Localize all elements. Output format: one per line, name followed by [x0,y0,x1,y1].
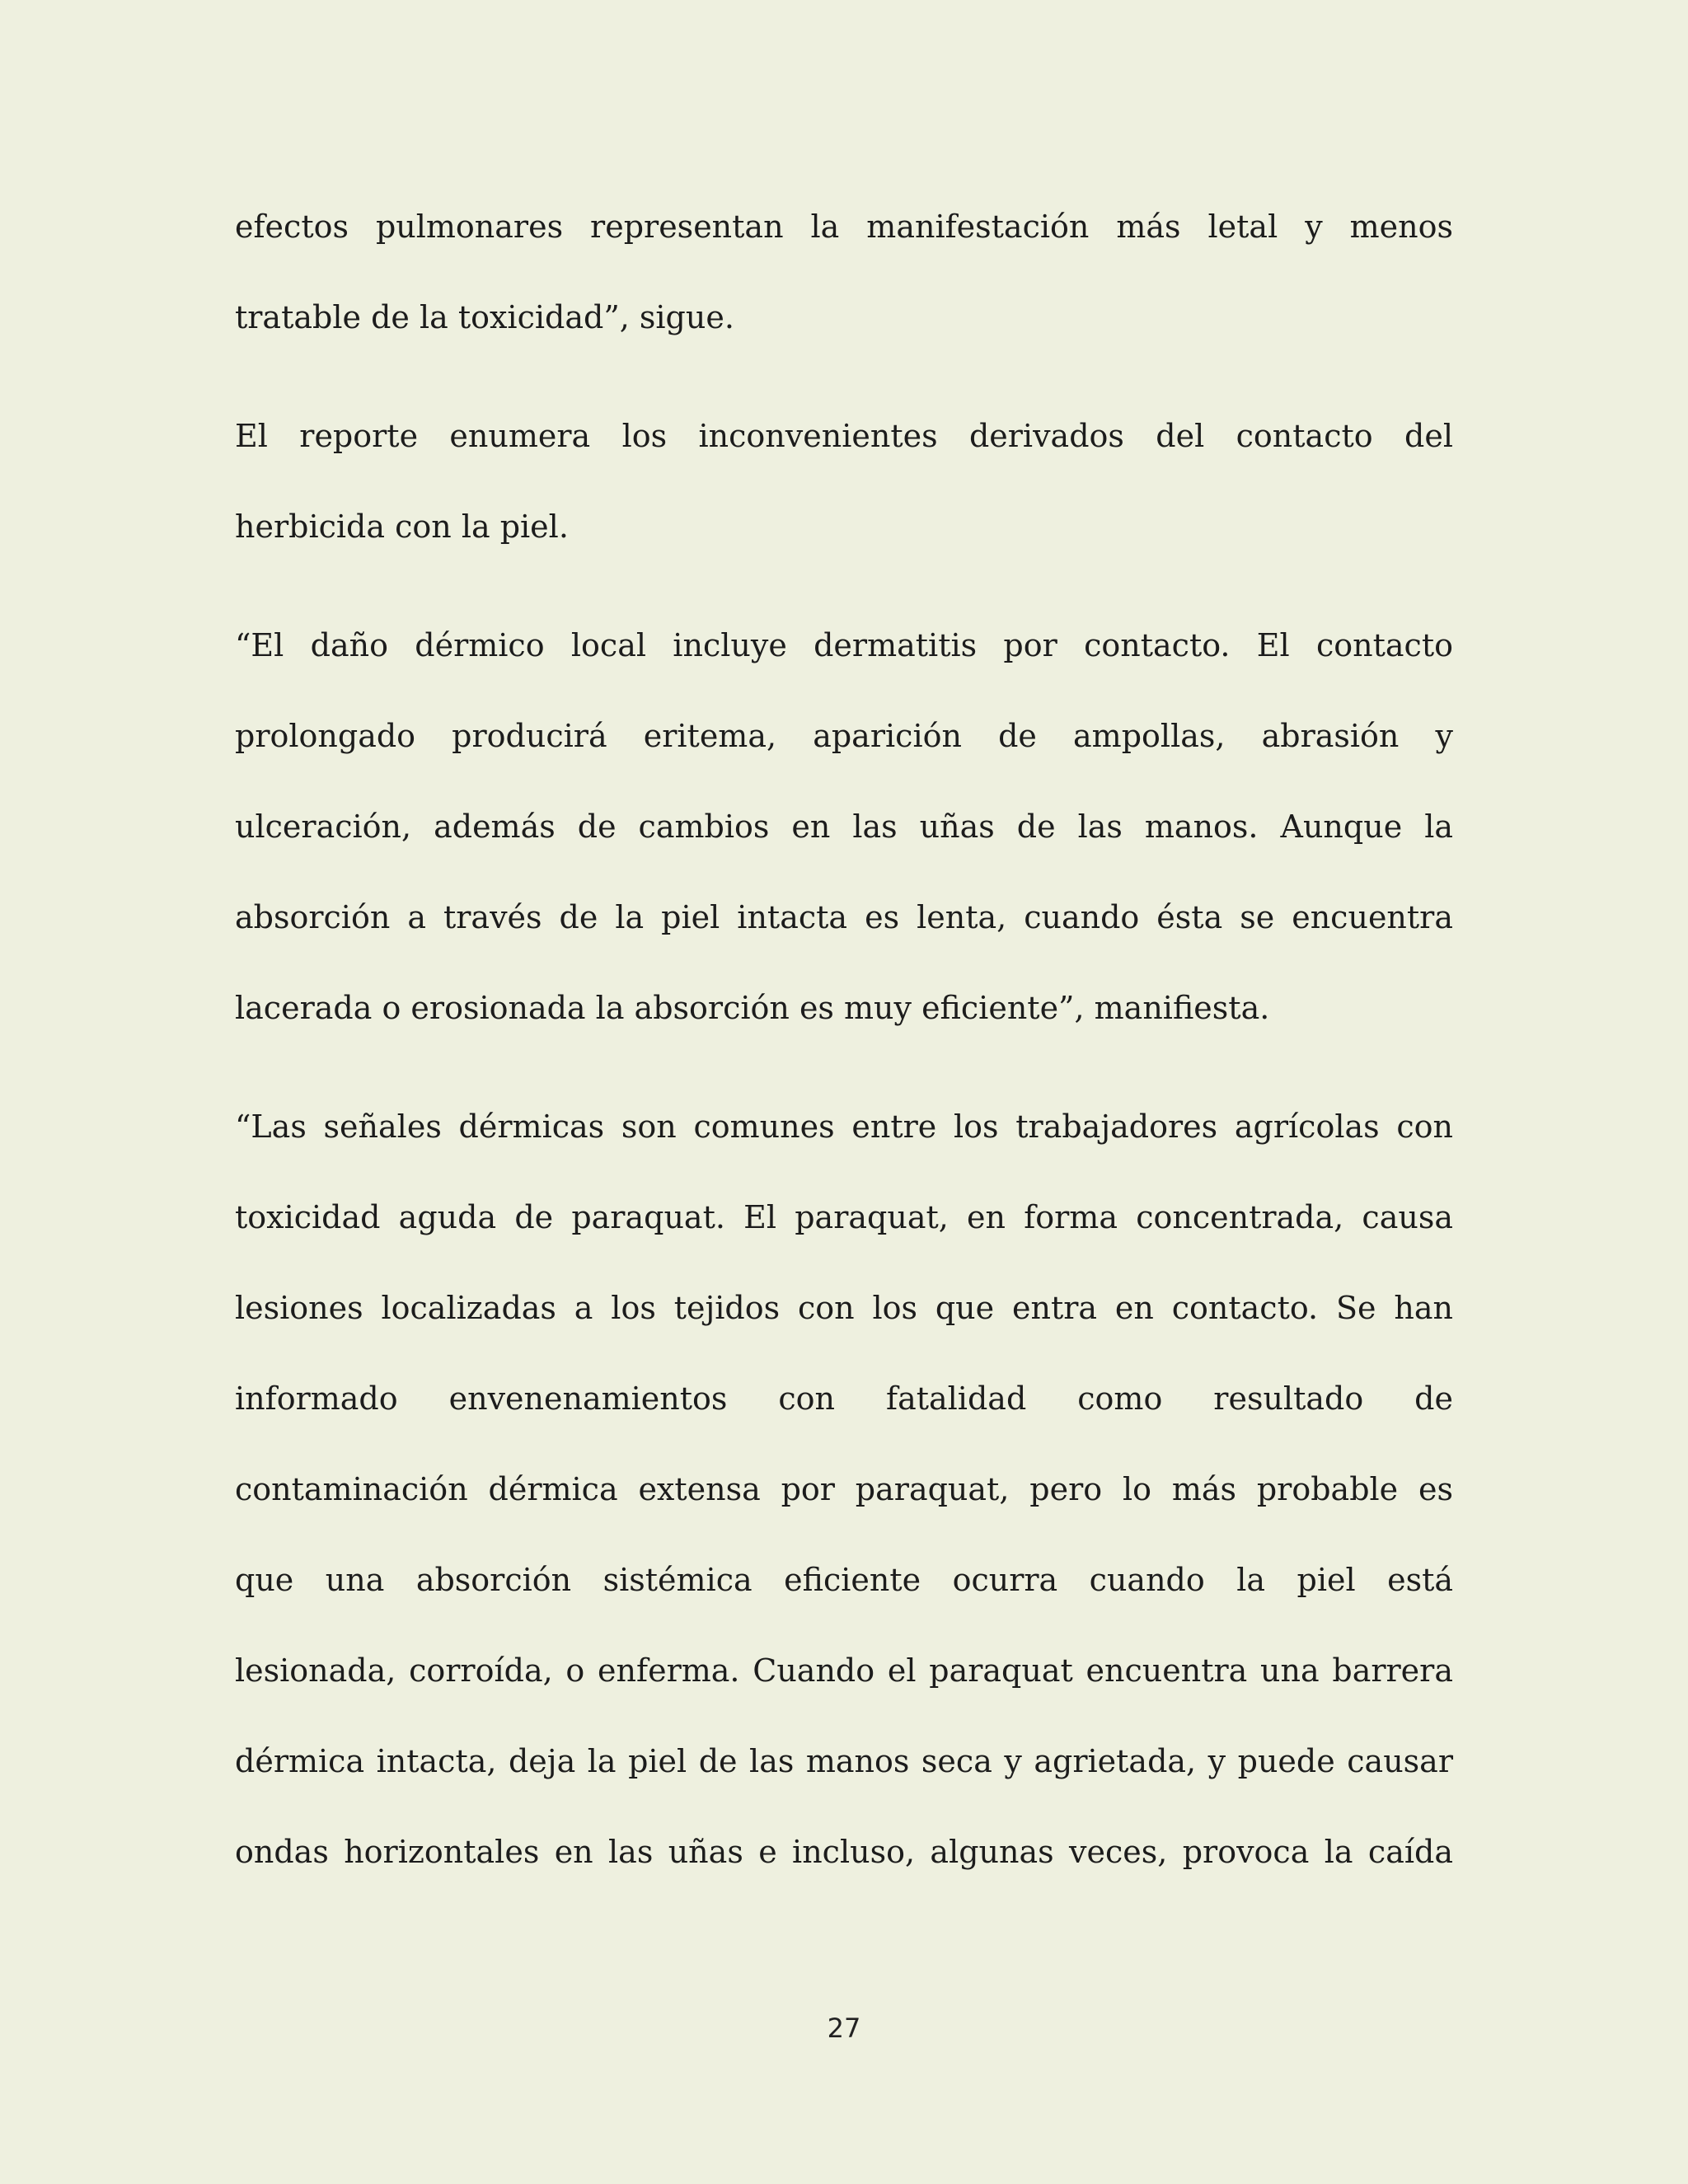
text-line: El reporte enumera los inconvenientes derivados del contacto del [235,418,1453,454]
text-line: lacerada o erosionada la absorción es muy eficiente”, manifiesta. [235,990,1270,1026]
text-line: lesiones localizadas a los tejidos con los que entra en contacto. Se han [235,1290,1453,1326]
text-line: “Las señales dérmicas son comunes entre los trabajadores agrícolas con [235,1108,1453,1145]
text-line: contaminación dérmica extensa por paraquat, pero lo más probable es [235,1471,1453,1507]
text-line: ondas horizontales en las uñas e incluso, algunas veces, provoca la caída [235,1834,1453,1870]
text-line: efectos pulmonares representan la manifestación más letal y menos [235,209,1453,245]
text-line: herbicida con la piel. [235,509,569,545]
paragraph-4 [235,1081,1453,1897]
body-text [235,181,1453,1925]
text-line: prolongado producirá eritema, aparición de ampollas, abrasión y [235,718,1453,754]
text-line: “El daño dérmico local incluye dermatitis por contacto. El contacto [235,627,1453,663]
text-line: que una absorción sistémica eficiente ocurra cuando la piel está [235,1562,1453,1598]
page-number: 27 [827,2013,861,2044]
text-line: toxicidad aguda de paraquat. El paraquat, en forma concentrada, causa [235,1199,1453,1235]
text-line: ulceración, además de cambios en las uñas de las manos. Aunque la [235,808,1453,845]
text-line: informado envenenamientos con fatalidad como resultado de [235,1380,1453,1417]
text-line: dérmica intacta, deja la piel de las manos seca y agrietada, y puede causar [235,1743,1453,1779]
text-line: tratable de la toxicidad”, sigue. [235,299,734,335]
text-line: absorción a través de la piel intacta es lenta, cuando ésta se encuentra [235,899,1453,935]
paragraph-2 [235,391,1453,572]
paragraph-1 [235,181,1453,363]
paragraph-3 [235,600,1453,1053]
text-line: lesionada, corroída, o enferma. Cuando el paraquat encuentra una barrera [235,1652,1453,1689]
